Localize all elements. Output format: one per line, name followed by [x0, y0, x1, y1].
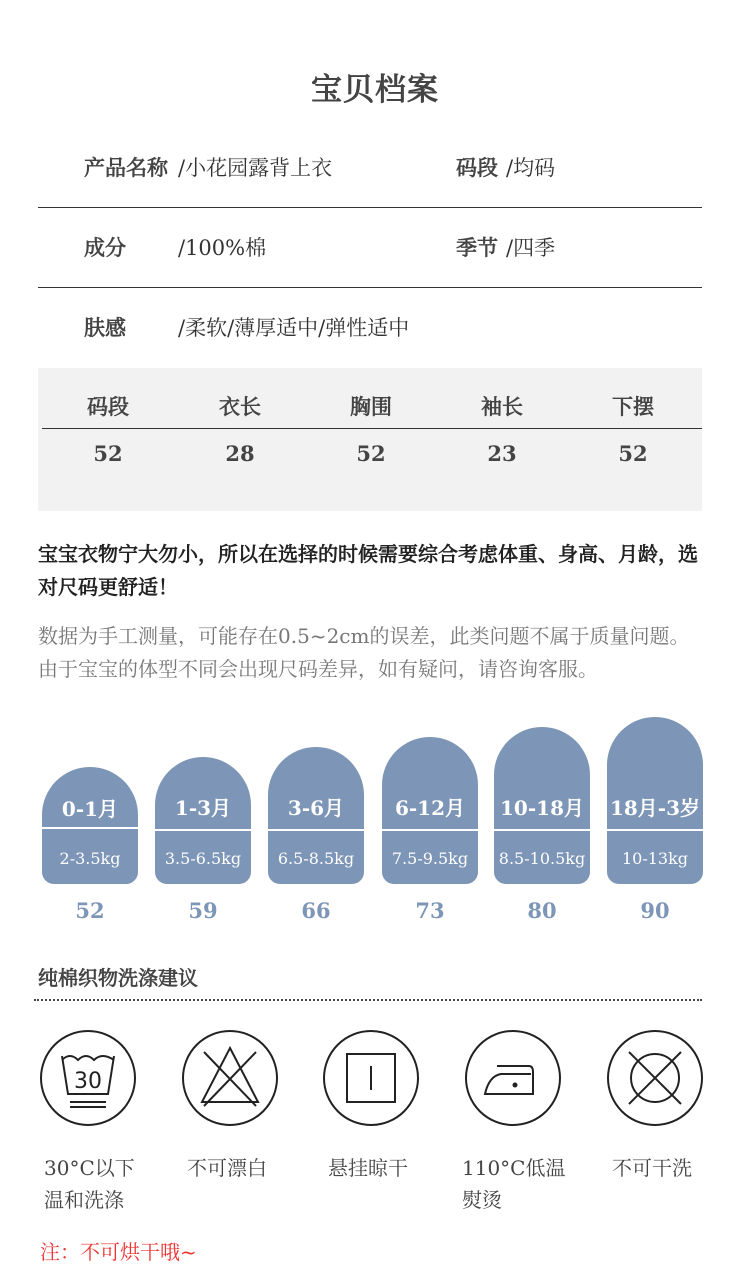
- size-guide-pill: [268, 747, 364, 884]
- dotted-divider: [34, 999, 702, 1001]
- wash-temperature-number: 30: [74, 1069, 102, 1094]
- size-guide-pill: [42, 767, 138, 884]
- product-name-label: 产品名称: [84, 155, 168, 180]
- size-table-cell: 52: [356, 441, 386, 466]
- dry-label-line: 悬挂晾干: [328, 1156, 408, 1180]
- size-table-cell: 52: [618, 441, 648, 466]
- size-guide-pill: [494, 727, 590, 884]
- line-dry-icon: [323, 1030, 419, 1126]
- bleach-label: [187, 1152, 267, 1184]
- season-value: /四季: [506, 236, 556, 260]
- iron-low-icon: [465, 1030, 561, 1126]
- wash-label: [44, 1152, 135, 1216]
- feel-label: 肤感: [84, 315, 126, 340]
- iron-label: [462, 1152, 565, 1216]
- info-row-name: [38, 128, 702, 208]
- size-table-header-cell: 码段: [87, 394, 129, 419]
- size-guide-pill: [155, 757, 251, 884]
- size-table-header-cell: 袖长: [481, 394, 523, 419]
- size-table: [38, 368, 702, 511]
- dry-label: [328, 1152, 408, 1184]
- size-guide-pill: [607, 717, 703, 884]
- size-guide-divider: [494, 829, 590, 831]
- size-guide-divider: [607, 829, 703, 831]
- size-guide-age: 3-6月: [287, 796, 345, 820]
- info-row-feel: [38, 288, 702, 368]
- size-guide-number: 80: [527, 898, 557, 923]
- wash-30-icon: [40, 1030, 136, 1126]
- size-guide-weight: 3.5-6.5kg: [164, 849, 242, 868]
- size-guide-number: 73: [415, 898, 445, 923]
- info-row-material: [38, 208, 702, 288]
- size-guide-divider: [382, 829, 478, 831]
- size-guide-age: 1-3月: [174, 796, 232, 820]
- no-bleach-icon: [182, 1030, 278, 1126]
- size-table-header-cell: 胸围: [350, 394, 392, 419]
- wash-label-line: 温和洗涤: [44, 1188, 124, 1212]
- size-range-value: /均码: [506, 156, 556, 180]
- size-guide-age: 6-12月: [394, 796, 466, 820]
- material-value: /100%棉: [178, 236, 267, 260]
- size-guide-number: 59: [188, 898, 218, 923]
- wash-30-icon-svg: [42, 1032, 134, 1124]
- feel-value: /柔软/薄厚适中/弹性适中: [178, 316, 410, 340]
- size-guide-number: 66: [301, 898, 331, 923]
- size-guide-age: 0-1月: [61, 797, 119, 821]
- size-guide-divider: [155, 829, 251, 831]
- size-table-cell: 52: [93, 441, 123, 466]
- bleach-label-line: 不可漂白: [187, 1156, 267, 1180]
- size-guide-divider: [42, 827, 138, 829]
- size-table-cell: 23: [487, 441, 517, 466]
- dry-clean-label: [612, 1152, 692, 1184]
- wash-section-title: 纯棉织物洗涤建议: [38, 966, 198, 990]
- size-guide-weight: 2-3.5kg: [59, 849, 121, 868]
- product-name-value: /小花园露背上衣: [178, 156, 333, 180]
- size-table-row: [38, 429, 702, 509]
- size-guide-age: 10-18月: [500, 796, 584, 820]
- size-table-header-cell: 下摆: [612, 394, 654, 419]
- size-guide-weight: 6.5-8.5kg: [277, 849, 355, 868]
- size-guide-age: 18月-3岁: [609, 796, 701, 820]
- size-guide-weight: 10-13kg: [621, 849, 689, 868]
- measurement-disclaimer: 数据为手工测量，可能存在0.5~2cm的误差，此类问题不属于质量问题。由于宝宝的体型不同会出现尺码差异，如有疑问，请咨询客服。: [38, 624, 690, 681]
- size-advice-text: 宝宝衣物宁大勿小，所以在选择的时候需要综合考虑体重、身高、月龄，选对尺码更舒适！: [38, 542, 698, 599]
- page-title: 宝贝档案: [311, 72, 439, 108]
- size-table-header: [38, 368, 702, 428]
- size-guide-weight: 8.5-10.5kg: [498, 849, 586, 868]
- size-guide-pill: [382, 737, 478, 884]
- iron-label-line: 110°C低温: [462, 1156, 566, 1180]
- season-label: 季节: [456, 235, 498, 260]
- iron-label-line: 熨烫: [462, 1188, 502, 1212]
- size-guide-number: 90: [640, 898, 670, 923]
- size-table-cell: 28: [225, 441, 255, 466]
- size-table-header-cell: 衣长: [219, 394, 261, 419]
- wash-label-line: 30°C以下: [44, 1156, 135, 1180]
- size-guide-weight: 7.5-9.5kg: [391, 849, 469, 868]
- no-tumble-dry-warning: 注：不可烘干哦~: [40, 1240, 197, 1264]
- size-guide-divider: [268, 829, 364, 831]
- no-dry-clean-icon: [607, 1030, 703, 1126]
- material-label: 成分: [84, 235, 126, 260]
- size-guide-number: 52: [75, 898, 105, 923]
- dry-clean-label-line: 不可干洗: [612, 1156, 692, 1180]
- size-range-label: 码段: [456, 155, 498, 180]
